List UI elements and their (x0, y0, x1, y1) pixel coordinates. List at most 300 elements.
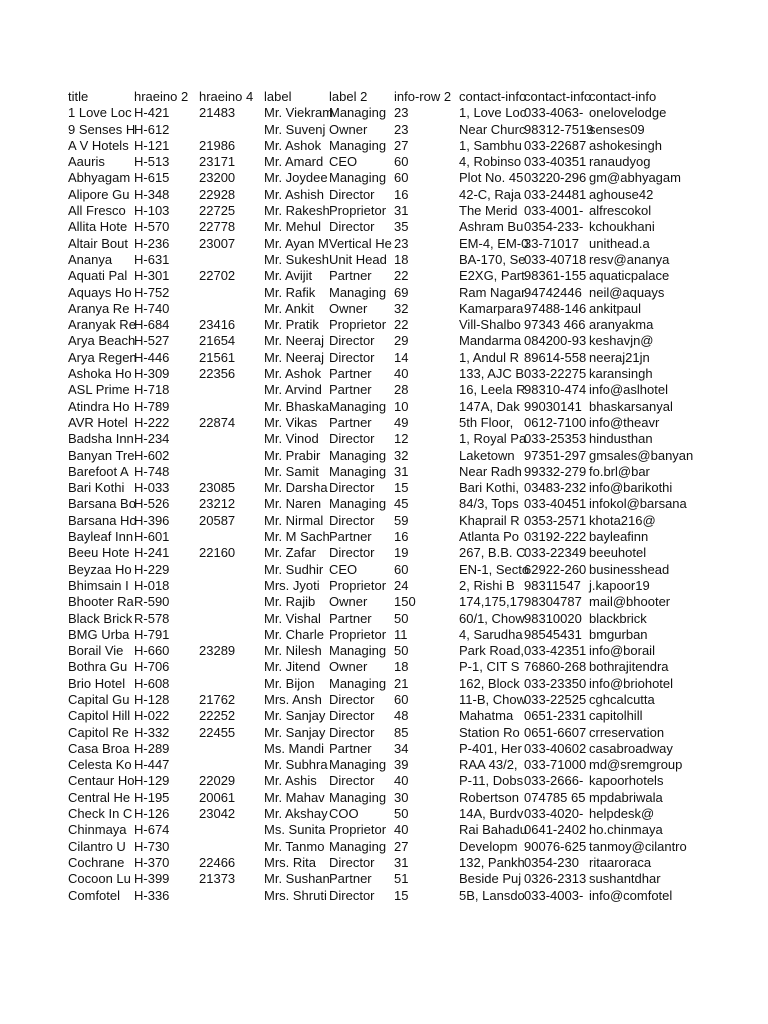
table-cell[interactable]: 97488-146 (524, 300, 587, 316)
table-cell[interactable]: H-022 (134, 708, 170, 724)
table-cell[interactable]: Central He (68, 789, 131, 805)
table-cell[interactable]: Managing (329, 105, 387, 121)
table-cell[interactable]: 150 (394, 594, 416, 610)
table-cell[interactable]: 22 (394, 317, 409, 333)
table-cell[interactable]: ranaudyog (589, 154, 651, 170)
table-cell[interactable]: H-718 (134, 382, 170, 398)
table-cell[interactable]: 22356 (199, 366, 236, 382)
table-cell[interactable]: Mandarma (459, 333, 522, 349)
table-cell[interactable]: Arya Beach (68, 333, 136, 349)
table-cell[interactable]: 45 (394, 496, 409, 512)
table-cell[interactable]: Check In C (68, 806, 133, 822)
table-cell[interactable]: H-660 (134, 643, 170, 659)
table-cell[interactable]: 31 (394, 854, 409, 870)
table-cell[interactable]: sushantdhar (589, 871, 661, 887)
table-cell[interactable]: 22778 (199, 219, 236, 235)
table-cell[interactable]: Laketown (459, 447, 515, 463)
table-cell[interactable]: Mr. Prabir (264, 447, 321, 463)
table-cell[interactable]: 99332-279 (524, 463, 587, 479)
table-cell[interactable]: ASL Prime (68, 382, 130, 398)
table-cell[interactable]: 0651-6607 (524, 724, 587, 740)
table-cell[interactable]: 98545431 (524, 626, 582, 642)
table-cell[interactable]: 98310-474 (524, 382, 587, 398)
table-cell[interactable]: 23007 (199, 235, 236, 251)
table-cell[interactable]: Near Churc (459, 121, 526, 137)
table-cell[interactable]: Partner (329, 740, 372, 756)
table-cell[interactable]: H-791 (134, 626, 170, 642)
table-cell[interactable]: 23 (394, 105, 409, 121)
table-cell[interactable]: Beeu Hote (68, 545, 130, 561)
table-cell[interactable]: md@sremgroup (589, 757, 683, 773)
table-cell[interactable] (199, 676, 264, 692)
table-cell[interactable]: Mr. Bijon (264, 675, 315, 691)
table-cell[interactable]: Mrs. Shruti (264, 887, 327, 903)
table-cell[interactable]: 29 (394, 333, 409, 349)
table-cell[interactable]: Mr. Samit (264, 463, 319, 479)
table-cell[interactable]: 22 (394, 268, 409, 284)
table-cell[interactable] (199, 741, 264, 757)
table-cell[interactable]: aranyakma (589, 317, 654, 333)
table-cell[interactable]: P-401, Her (459, 740, 522, 756)
table-cell[interactable]: 11-B, Chow (459, 691, 526, 707)
table-cell[interactable]: Proprietor (329, 822, 387, 838)
table-cell[interactable]: 32 (394, 300, 409, 316)
table-cell[interactable]: Mr. Ashok (264, 366, 322, 382)
table-cell[interactable]: 23289 (199, 643, 236, 659)
table-cell[interactable]: Director (329, 854, 375, 870)
table-cell[interactable]: H-103 (134, 203, 170, 219)
table-cell[interactable]: 23 (394, 121, 409, 137)
table-cell[interactable]: Mr. Amard (264, 154, 324, 170)
table-cell[interactable]: 16 (394, 529, 409, 545)
table-cell[interactable]: info@comfotel (589, 887, 673, 903)
table-cell[interactable]: Comfotel (68, 887, 121, 903)
table-cell[interactable]: E2XG, Part (459, 268, 525, 284)
table-cell[interactable]: 0354-233- (524, 219, 584, 235)
table-cell[interactable]: 132, Pankh (459, 854, 525, 870)
table-cell[interactable]: H-332 (134, 724, 170, 740)
table-cell[interactable]: 22702 (199, 268, 236, 284)
table-cell[interactable]: P-1, CIT S (459, 659, 520, 675)
table-cell[interactable]: Managing (329, 284, 387, 300)
table-cell[interactable]: 20587 (199, 512, 236, 528)
table-cell[interactable]: Badsha Inn (68, 431, 134, 447)
table-cell[interactable]: Aquati Pal (68, 268, 128, 284)
table-cell[interactable]: 14A, Burdv (459, 806, 524, 822)
table-cell[interactable]: Director (329, 708, 375, 724)
table-cell[interactable]: Proprietor (329, 577, 387, 593)
table-cell[interactable]: Bari Kothi, (459, 480, 519, 496)
table-cell[interactable]: Mr. M Sach (264, 529, 330, 545)
table-cell[interactable]: alfrescokol (589, 203, 652, 219)
table-cell[interactable]: Arya Regen (68, 349, 137, 365)
table-cell[interactable]: Mr. Zafar (264, 545, 317, 561)
table-cell[interactable]: Plot No. 45 (459, 170, 524, 186)
table-cell[interactable]: Ms. Mandi (264, 740, 324, 756)
table-cell[interactable]: Mr. Ashis (264, 773, 317, 789)
table-cell[interactable]: Cilantro U (68, 838, 126, 854)
table-cell[interactable]: 21 (394, 675, 409, 691)
table-cell[interactable] (199, 757, 264, 773)
table-cell[interactable]: Mr. Ayan M (264, 235, 329, 251)
table-cell[interactable]: 50 (394, 610, 409, 626)
table-cell[interactable]: Mr. Jitend (264, 659, 321, 675)
table-cell[interactable]: Barefoot A (68, 463, 129, 479)
table-cell[interactable]: H-570 (134, 219, 170, 235)
table-cell[interactable]: Kamarpara (459, 300, 524, 316)
table-cell[interactable]: 033-4020- (524, 806, 584, 822)
table-cell[interactable]: Director (329, 431, 375, 447)
table-cell[interactable]: Borail Vie (68, 643, 124, 659)
table-cell[interactable]: tanmoy@cilantro (589, 838, 687, 854)
table-cell[interactable]: 033-71000 (524, 757, 587, 773)
table-cell[interactable]: Ms. Sunita (264, 822, 326, 838)
table-cell[interactable]: Capitol Hill (68, 708, 131, 724)
table-cell[interactable]: 033-4003- (524, 887, 584, 903)
table-cell[interactable]: 20061 (199, 789, 236, 805)
table-cell[interactable]: Director (329, 724, 375, 740)
table-cell[interactable]: 1 Love Loc (68, 105, 132, 121)
table-cell[interactable]: 15 (394, 887, 409, 903)
table-cell[interactable]: gm@abhyagam (589, 170, 681, 186)
table-cell[interactable]: Director (329, 512, 375, 528)
table-cell[interactable]: 62922-260 (524, 561, 587, 577)
table-cell[interactable]: H-222 (134, 414, 170, 430)
header-cell[interactable]: info-row 2 (394, 89, 452, 104)
table-cell[interactable]: Mr. Tanmo (264, 838, 325, 854)
table-cell[interactable]: H-234 (134, 431, 170, 447)
table-cell[interactable]: 22029 (199, 773, 236, 789)
table-cell[interactable]: 59 (394, 512, 409, 528)
table-cell[interactable]: 1, Sambhu (459, 137, 522, 153)
table-cell[interactable]: Mr. Viekram (264, 105, 334, 121)
table-cell[interactable]: Rai Bahadu (459, 822, 527, 838)
table-cell[interactable]: H-396 (134, 512, 170, 528)
table-cell[interactable]: Casa Broa (68, 740, 130, 756)
table-cell[interactable]: Owner (329, 300, 368, 316)
table-cell[interactable]: 22928 (199, 186, 236, 202)
table-cell[interactable]: 18 (394, 251, 409, 267)
table-cell[interactable]: 22725 (199, 203, 236, 219)
table-cell[interactable]: Mr. Nilesh (264, 643, 322, 659)
table-cell[interactable]: Mr. Subhra (264, 757, 328, 773)
table-cell[interactable]: bhaskarsanyal (589, 398, 673, 414)
table-cell[interactable]: onelovelodge (589, 105, 667, 121)
table-cell[interactable]: H-129 (134, 773, 170, 789)
table-cell[interactable]: unithead.a (589, 235, 650, 251)
table-cell[interactable]: H-128 (134, 691, 170, 707)
table-cell[interactable]: H-684 (134, 317, 170, 333)
table-cell[interactable]: Director (329, 349, 375, 365)
table-cell[interactable]: 23171 (199, 154, 236, 170)
table-cell[interactable]: H-195 (134, 789, 170, 805)
table-cell[interactable]: 23 (394, 235, 409, 251)
table-cell[interactable]: 48 (394, 708, 409, 724)
table-cell[interactable]: H-740 (134, 300, 170, 316)
table-cell[interactable]: Partner (329, 268, 372, 284)
table-cell[interactable]: 10 (394, 398, 409, 414)
table-cell[interactable]: Owner (329, 121, 368, 137)
table-cell[interactable]: Mr. Pratik (264, 317, 319, 333)
table-cell[interactable]: Atlanta Po (459, 529, 519, 545)
table-cell[interactable]: 12 (394, 431, 409, 447)
table-cell[interactable]: cghcalcutta (589, 691, 655, 707)
table-cell[interactable]: bmgurban (589, 626, 648, 642)
table-cell[interactable]: 39 (394, 757, 409, 773)
table-cell[interactable]: Mr. Darsha (264, 480, 328, 496)
table-cell[interactable]: Bhooter Ra (68, 594, 134, 610)
table-cell[interactable]: 22466 (199, 854, 236, 870)
table-cell[interactable]: H-121 (134, 137, 170, 153)
table-cell[interactable]: mpdabriwala (589, 789, 663, 805)
table-cell[interactable]: R-578 (134, 610, 170, 626)
table-cell[interactable]: EN-1, Secto (459, 561, 530, 577)
table-cell[interactable]: Mr. Vishal (264, 610, 321, 626)
table-cell[interactable]: 0612-7100 (524, 414, 587, 430)
table-cell[interactable]: info@borail (589, 643, 655, 659)
table-cell[interactable]: Managing (329, 643, 387, 659)
table-cell[interactable]: H-336 (134, 887, 170, 903)
table-cell[interactable]: capitolhill (589, 708, 643, 724)
table-cell[interactable]: 033-40602 (524, 740, 587, 756)
table-cell[interactable]: ankitpaul (589, 300, 642, 316)
table-cell[interactable]: 033-2666- (524, 773, 584, 789)
table-cell[interactable]: Mr. Ashok (264, 137, 322, 153)
table-cell[interactable]: Developm (459, 838, 518, 854)
table-cell[interactable]: Owner (329, 594, 368, 610)
table-cell[interactable]: Allita Hote (68, 219, 128, 235)
table-cell[interactable]: 60 (394, 691, 409, 707)
table-cell[interactable]: Managing (329, 675, 387, 691)
table-cell[interactable]: Director (329, 691, 375, 707)
table-cell[interactable]: 60 (394, 170, 409, 186)
table-cell[interactable]: H-236 (134, 235, 170, 251)
table-cell[interactable] (199, 611, 264, 627)
table-cell[interactable] (199, 822, 264, 838)
table-cell[interactable]: H-399 (134, 871, 170, 887)
table-cell[interactable]: 33-71017 (524, 235, 579, 251)
table-cell[interactable]: Ram Nagar (459, 284, 526, 300)
table-cell[interactable]: kchoukhani (589, 219, 655, 235)
table-cell[interactable]: 9 Senses H (68, 121, 136, 137)
table-cell[interactable]: Managing (329, 447, 387, 463)
table-cell[interactable]: info@theavr (589, 414, 660, 430)
table-cell[interactable]: Mrs. Rita (264, 854, 316, 870)
table-cell[interactable]: 23416 (199, 317, 236, 333)
table-cell[interactable]: Station Ro (459, 724, 520, 740)
table-cell[interactable]: 98361-155 (524, 268, 587, 284)
table-cell[interactable]: H-447 (134, 757, 170, 773)
table-cell[interactable]: 033-4063- (524, 105, 584, 121)
table-cell[interactable] (199, 627, 264, 643)
table-cell[interactable]: businesshead (589, 561, 670, 577)
table-cell[interactable]: Mr. Rakesh (264, 203, 330, 219)
table-cell[interactable]: 16, Leela R (459, 382, 526, 398)
table-cell[interactable]: Aranya Re (68, 300, 130, 316)
table-cell[interactable] (199, 562, 264, 578)
table-cell[interactable]: 0353-2571 (524, 512, 587, 528)
table-cell[interactable]: Banyan Tre (68, 447, 135, 463)
table-cell[interactable]: 27 (394, 838, 409, 854)
table-cell[interactable]: 49 (394, 414, 409, 430)
table-cell[interactable]: 4, Robinso (459, 154, 522, 170)
table-cell[interactable]: 23200 (199, 170, 236, 186)
table-cell[interactable]: Managing (329, 398, 387, 414)
table-cell[interactable]: 23085 (199, 480, 236, 496)
table-cell[interactable]: Partner (329, 366, 372, 382)
table-cell[interactable]: Proprietor (329, 317, 387, 333)
table-cell[interactable]: 5th Floor, (459, 414, 514, 430)
table-cell[interactable]: 033-42351 (524, 643, 587, 659)
table-cell[interactable]: AVR Hotel (68, 414, 128, 430)
table-cell[interactable]: H-730 (134, 838, 170, 854)
table-cell[interactable]: info@barikothi (589, 480, 673, 496)
table-cell[interactable]: senses09 (589, 121, 645, 137)
table-cell[interactable]: 99030141 (524, 398, 582, 414)
table-cell[interactable]: 97351-297 (524, 447, 587, 463)
table-cell[interactable]: 98310020 (524, 610, 582, 626)
table-cell[interactable]: 5B, Lansdo (459, 887, 525, 903)
table-cell[interactable] (199, 448, 264, 464)
table-cell[interactable] (199, 285, 264, 301)
table-cell[interactable]: R-590 (134, 594, 170, 610)
table-cell[interactable]: H-752 (134, 284, 170, 300)
table-cell[interactable]: Mr. Mehul (264, 219, 322, 235)
table-cell[interactable]: 85 (394, 724, 409, 740)
table-cell[interactable]: Vertical He (329, 235, 392, 251)
table-cell[interactable]: 21986 (199, 137, 236, 153)
table-cell[interactable]: Managing (329, 463, 387, 479)
table-cell[interactable]: 31 (394, 463, 409, 479)
table-cell[interactable]: 133, AJC B (459, 366, 525, 382)
table-cell[interactable]: 14 (394, 349, 409, 365)
table-cell[interactable] (199, 888, 264, 904)
table-cell[interactable]: casabroadway (589, 740, 673, 756)
table-cell[interactable]: 033-24481 (524, 186, 587, 202)
table-cell[interactable]: 94742446 (524, 284, 582, 300)
table-cell[interactable]: Mr. Rafik (264, 284, 316, 300)
table-cell[interactable]: COO (329, 806, 359, 822)
table-cell[interactable]: karansingh (589, 366, 653, 382)
table-cell[interactable]: 32 (394, 447, 409, 463)
table-cell[interactable]: 0641-2402 (524, 822, 587, 838)
table-cell[interactable]: 0354-230 (524, 854, 579, 870)
table-cell[interactable]: ritaaroraca (589, 854, 652, 870)
table-cell[interactable]: 23212 (199, 496, 236, 512)
table-cell[interactable]: Mr. Ashish (264, 186, 324, 202)
table-cell[interactable]: 21561 (199, 349, 236, 365)
table-cell[interactable]: 27 (394, 137, 409, 153)
table-cell[interactable]: Mrs. Jyoti (264, 577, 320, 593)
table-cell[interactable]: 98312-7519 (524, 121, 594, 137)
table-cell[interactable]: bothrajitendra (589, 659, 669, 675)
table-cell[interactable]: 50 (394, 643, 409, 659)
table-cell[interactable]: Director (329, 545, 375, 561)
table-cell[interactable]: Beside Puj (459, 871, 522, 887)
table-cell[interactable]: Park Road, (459, 643, 525, 659)
table-cell[interactable]: BA-170, Se (459, 251, 526, 267)
table-cell[interactable]: 0326-2313 (524, 871, 587, 887)
table-cell[interactable]: H-748 (134, 463, 170, 479)
table-cell[interactable]: 15 (394, 480, 409, 496)
table-cell[interactable]: Robertson (459, 789, 519, 805)
table-cell[interactable]: Director (329, 480, 375, 496)
table-cell[interactable]: H-421 (134, 105, 170, 121)
table-cell[interactable]: All Fresco (68, 203, 126, 219)
table-cell[interactable]: Mr. Sudhir (264, 561, 324, 577)
table-cell[interactable]: H-018 (134, 577, 170, 593)
table-cell[interactable] (199, 529, 264, 545)
table-cell[interactable]: 16 (394, 186, 409, 202)
header-cell[interactable]: label 2 (329, 89, 368, 104)
table-cell[interactable] (199, 301, 264, 317)
table-cell[interactable]: Partner (329, 529, 372, 545)
table-cell[interactable]: 98304787 (524, 594, 582, 610)
table-cell[interactable]: gmsales@banyan (589, 447, 694, 463)
table-cell[interactable]: 21654 (199, 333, 236, 349)
table-cell[interactable]: H-602 (134, 447, 170, 463)
table-cell[interactable]: 34 (394, 740, 409, 756)
table-cell[interactable]: 89614-558 (524, 349, 587, 365)
table-cell[interactable]: Mr. Sanjay (264, 708, 326, 724)
table-cell[interactable]: BMG Urba (68, 626, 130, 642)
table-cell[interactable]: Altair Bout (68, 235, 128, 251)
table-cell[interactable]: 22160 (199, 545, 236, 561)
table-cell[interactable] (199, 252, 264, 268)
table-cell[interactable] (199, 594, 264, 610)
table-cell[interactable]: Mr. Naren (264, 496, 322, 512)
table-cell[interactable]: 162, Block (459, 675, 520, 691)
table-cell[interactable]: H-601 (134, 529, 170, 545)
table-cell[interactable]: Managing (329, 496, 387, 512)
table-cell[interactable]: 84/3, Tops (459, 496, 519, 512)
table-cell[interactable]: Mr. Sushan (264, 871, 330, 887)
table-cell[interactable]: 60 (394, 154, 409, 170)
table-cell[interactable]: Bhimsain I (68, 577, 129, 593)
table-cell[interactable]: Partner (329, 414, 372, 430)
table-cell[interactable]: 074785 65 (524, 789, 586, 805)
table-cell[interactable]: Owner (329, 659, 368, 675)
table-cell[interactable]: H-370 (134, 854, 170, 870)
table-cell[interactable]: 22252 (199, 708, 236, 724)
table-cell[interactable]: keshavjn@ (589, 333, 654, 349)
table-cell[interactable]: 42-C, Raja (459, 186, 522, 202)
table-cell[interactable]: 98311547 (524, 577, 581, 593)
table-cell[interactable]: 4, Sarudha (459, 626, 523, 642)
table-cell[interactable]: hindusthan (589, 431, 653, 447)
table-cell[interactable] (199, 839, 264, 855)
table-cell[interactable]: crreservation (589, 724, 665, 740)
table-cell[interactable]: Barsana Bo (68, 496, 136, 512)
table-cell[interactable]: Black Brick (68, 610, 133, 626)
table-cell[interactable]: khota216@ (589, 512, 656, 528)
table-cell[interactable]: infokol@barsana (589, 496, 687, 512)
table-cell[interactable]: Managing (329, 137, 387, 153)
table-cell[interactable]: 60/1, Chow (459, 610, 525, 626)
table-cell[interactable]: 03483-232 (524, 480, 587, 496)
table-cell[interactable]: 19 (394, 545, 409, 561)
header-cell[interactable]: contact-info (589, 89, 657, 104)
table-cell[interactable]: 40 (394, 773, 409, 789)
table-cell[interactable]: EM-4, EM-0 (459, 235, 529, 251)
table-cell[interactable]: Mr. Rajib (264, 594, 316, 610)
table-cell[interactable]: Mr. Avijit (264, 268, 313, 284)
table-cell[interactable]: Director (329, 219, 375, 235)
table-cell[interactable]: Managing (329, 789, 387, 805)
table-cell[interactable]: Ashram Bu (459, 219, 524, 235)
table-cell[interactable]: beeuhotel (589, 545, 647, 561)
table-cell[interactable]: Mr. Sanjay (264, 724, 326, 740)
